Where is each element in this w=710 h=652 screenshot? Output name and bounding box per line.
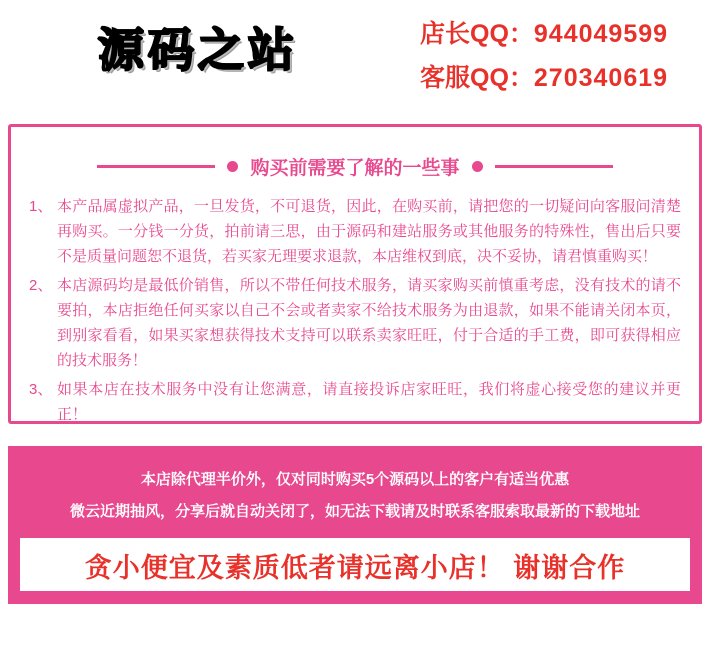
promo-highlight-text: 贪小便宜及素质低者请远离小店！ 谢谢合作 [84, 553, 626, 583]
notice-title-row [29, 153, 681, 180]
notice-item-index: 1、 [29, 198, 53, 215]
contact-number-manager: 944049599 [533, 20, 669, 48]
contact-label-manager: 店长QQ： [420, 20, 534, 48]
title-dot-right [472, 161, 483, 172]
notice-list [29, 194, 681, 427]
promo-banner [8, 446, 702, 604]
promo-line-discount: 本店除代理半价外，仅对同时购买5个源码以上的客户有适当优惠 [140, 471, 570, 488]
title-rule-right [495, 165, 613, 168]
list-item [29, 273, 681, 373]
promo-line-download: 微云近期抽风，分享后就自动关闭了，如无法下载请及时联系客服索取最新的下载地址 [69, 503, 640, 520]
notice-panel [8, 124, 702, 424]
contact-line-support [420, 56, 690, 100]
notice-item-text: 本产品属虚拟产品，一旦发货，不可退货，因此，在购买前，请把您的一切疑问向客服问清楚再购买。一分钱一分货，拍前请三思，由于源码和建站服务或其他服务的特殊性，售出后只要不是质量问题恕不退货，若买家无理要求退款，本店维权到底，决不妥协，请君慎重购买！ [57, 198, 681, 265]
contact-block [420, 12, 690, 100]
contact-number-support: 270340619 [533, 64, 669, 92]
promo-highlight-strip [20, 538, 690, 591]
notice-item-text: 本店源码均是最低价销售，所以不带任何技术服务，请买家购买前慎重考虑，没有技术的请不要拍，本店拒绝任何买家以自己不会或者卖家不给技术服务为由退款，如果不能请关闭本页，到别家看看，如果买家想获得技术支持可以联系卖家旺旺，付于合适的手工费，即可获得相应的技术服务！ [57, 277, 681, 369]
notice-title: 购买前需要了解的一些事 [250, 158, 460, 179]
site-header [0, 0, 710, 112]
list-item [29, 194, 681, 269]
title-rule-left [97, 165, 215, 168]
list-item [29, 377, 681, 427]
notice-item-index: 2、 [29, 277, 53, 294]
title-dot-left [227, 161, 238, 172]
contact-line-manager [420, 12, 690, 56]
notice-item-text: 如果本店在技术服务中没有让您满意，请直接投诉店家旺旺，我们将虚心接受您的建议并更正！ [57, 381, 681, 423]
notice-item-index: 3、 [29, 381, 53, 398]
site-logo: 源码之站 [98, 23, 298, 77]
contact-label-support: 客服QQ： [420, 64, 534, 92]
